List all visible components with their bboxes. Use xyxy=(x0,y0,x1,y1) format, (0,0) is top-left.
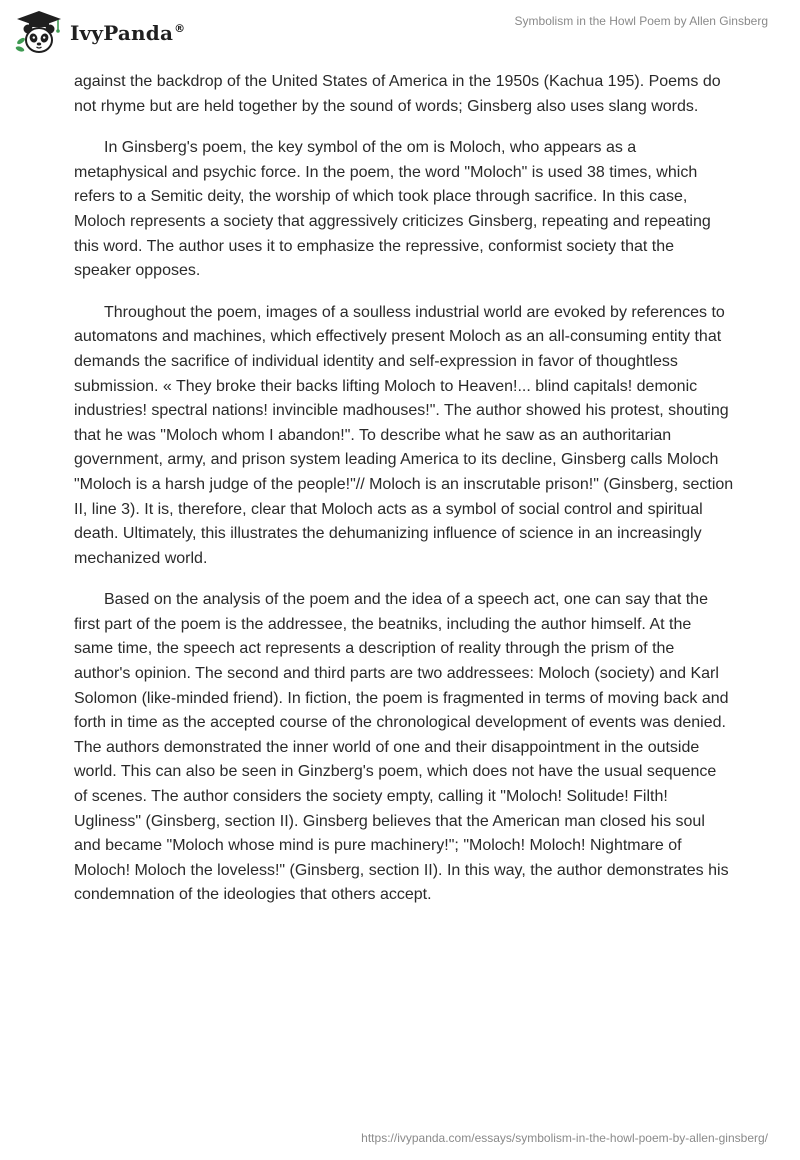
paragraph: In Ginsberg's poem, the key symbol of the om is Moloch, who appears as a metaphysical and psychic force. In the poem, the word "Moloch" is used 38 times, which refers to a Semitic deity, the worship of which took place through sacrifice. In this case, Moloch represents a society that aggressively criticizes Ginsberg, repeating and repeating this word. The author uses it to emphasize the repressive, conformist society that the speaker opposes. xyxy=(74,139,711,280)
brand-name: IvyPanda® xyxy=(70,21,186,45)
paragraph: against the backdrop of the United States of America in the 1950s (Kachua 195). Poems do not rhyme but are held together by the sound of words; Ginsberg also uses slang words. xyxy=(74,73,721,115)
brand-registered-mark: ® xyxy=(174,22,186,36)
source-url[interactable]: https://ivypanda.com/essays/symbolism-in-the-howl-poem-by-allen-ginsberg/ xyxy=(361,1131,768,1145)
panda-graduation-cap-icon xyxy=(14,8,64,56)
paragraph: Based on the analysis of the poem and the idea of a speech act, one can say that the first part of the poem is the addressee, the beatniks, including the author himself. At the same time, the speech act represents a description of reality through the prism of the author's opinion. The second and third parts are two addressees: Moloch (society) and Karl Solomon (like-minded friend). In fiction, the poem is fragmented in terms of moving back and forth in time as the accepted course of the chronological development of events was denied. The authors demonstrated the inner world of one and their disappointment in the outside world. This can also be seen in Ginzberg's poem, which does not have the usual sequence of scenes. The author considers the society empty, calling it "Moloch! Solitude! Filth! Ugliness" (Ginsberg, section II). Ginsberg believes that the American man closed his soul and became "Moloch whose mind is pure machinery!"; "Moloch! Moloch! Nightmare of Moloch! Moloch the loveless!" (Ginsberg, section II). In this way, the author demonstrates his condemnation of the ideologies that others accept. xyxy=(74,591,729,904)
page-header xyxy=(0,0,800,64)
ivypanda-logo[interactable] xyxy=(14,8,185,56)
essay-body xyxy=(74,70,734,925)
paragraph: Throughout the poem, images of a soulless industrial world are evoked by references to automatons and machines, which effectively present Moloch as an all-consuming entity that demands the sacrifice of individual identity and self-expression in favor of thoughtless submission. « They broke their backs lifting Moloch to Heaven!... blind capitals! demonic industries! spectral nations! invincible madhouses!". The author showed his protest, shouting that he was "Moloch whom I abandon!". To describe what he saw as an authoritarian government, army, and prison system leading America to its decline, Ginsberg calls Moloch "Moloch is a harsh judge of the people!"// Moloch is an inscrutable prison!" (Ginsberg, section II, line 3). It is, therefore, clear that Moloch acts as a symbol of social control and spiritual death. Ultimately, this illustrates the dehumanizing influence of science in an increasingly mechanized world. xyxy=(74,303,734,567)
document-title: Symbolism in the Howl Poem by Allen Ginsberg xyxy=(514,14,768,28)
